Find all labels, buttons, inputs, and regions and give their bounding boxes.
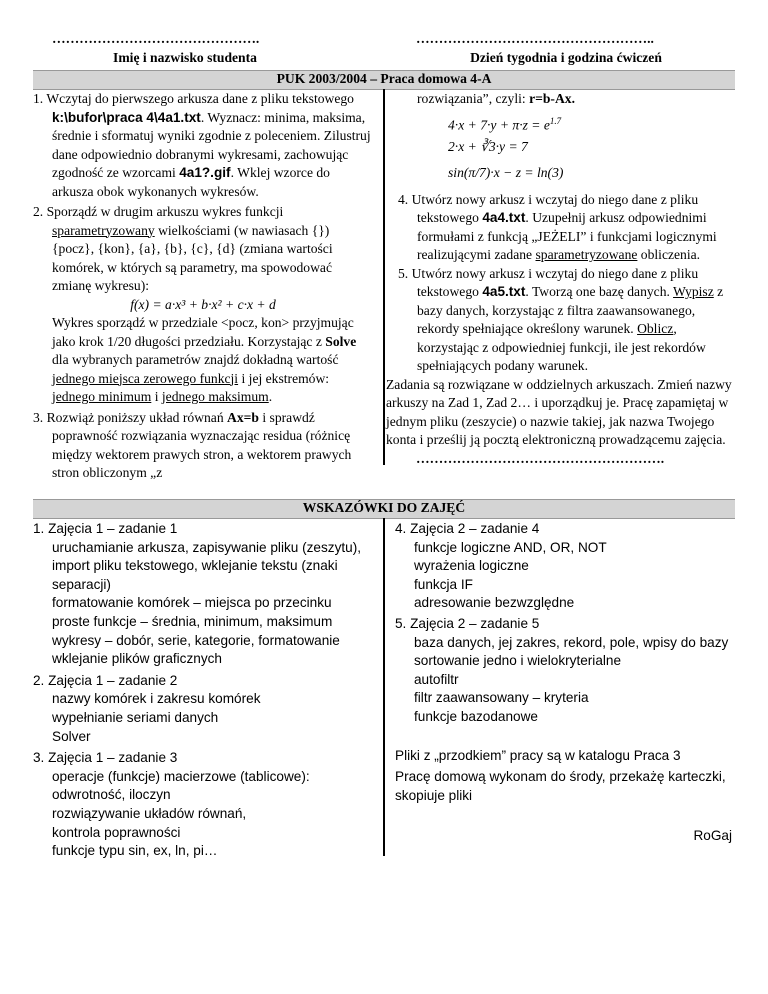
- equation-3: sin(π/7)·x − z = ln(3): [448, 164, 564, 180]
- hint-3: 3. Zajęcia 1 – zadanie 3 operacje (funkcje) macierzowe (tablicowe): odwrotność, iloczyn rozwiązywanie układów równań, kontrola poprawności funkcje typu sin, ex, ln, pi…: [33, 750, 310, 859]
- day-label: Dzień tygodnia i godzina ćwiczeń: [470, 50, 662, 65]
- note-files: Pliki z „przodkiem” pracy są w katalogu Praca 3: [395, 747, 681, 763]
- task-4: 4. Utwórz nowy arkusz i wczytaj do niego dane z pliku tekstowego 4a4.txt. Uzupełnij arkusz odpowiednimi formułami z funkcją „JEŻELI” i funkcjami logicznymi realizującymi zadane sparametryzowane obliczenia.: [398, 191, 717, 262]
- equation-1: $4\cdot x + 7\cdot y + \pi\cdot z = e^{1.7}$: [448, 115, 562, 133]
- hints-divider: [383, 518, 385, 856]
- task-3: 3. Rozwiąż poniższy układ równań Ax=b i sprawdź poprawność rozwiązania wyznaczając residua (różnicę między wektorem prawych stron, a wektorem prawych stron obliczonym „z: [33, 409, 352, 480]
- name-label: Imię i nazwisko studenta: [113, 50, 257, 65]
- hints-title: WSKAZÓWKI DO ZAJĘĆ: [302, 500, 466, 515]
- name-dots: ……………………………………….: [52, 31, 260, 46]
- hint-4: 4. Zajęcia 2 – zadanie 4 funkcje logiczne AND, OR, NOT wyrażenia logiczne funkcja IF adresowanie bezwzględne: [395, 521, 607, 611]
- hints-right: [395, 520, 735, 846]
- day-dots: ……………………………………………..: [416, 31, 654, 46]
- column-divider: [383, 89, 385, 465]
- task-2: 2. Sporządź w drugim arkuszu wykres funkcji sparametryzowany wielkościami (w nawiasach {}) {pocz}, {kon}, {a}, {b}, {c}, {d} (zmiana wartości komórek, w których są parametry, ma spowodować zmianę wykresu):: [33, 204, 333, 293]
- hint-1: 1. Zajęcia 1 – zadanie 1 uruchamianie arkusza, zapisywanie pliku (zeszytu), import pliku tekstowego, wklejanie tekstu (znaki separacji) formatowanie komórek – miejsca po przecinku proste funkcje – średnia, minimum, maksimum wykresy – dobór, serie, kategorie, formatowanie wklejanie plików graficznych: [33, 521, 362, 667]
- task-1: 1. Wczytaj do pierwszego arkusza dane z pliku tekstowego k:\bufor\praca 4\4a1.txt. Wyznacz: minima, maksima, średnie i sformatuj wyniki zgodnie z poleceniem. Zilustruj dane odpowiednio dobranymi wykresami, zachowując zgodność ze wzorcami 4a1?.gif. Wklej wzorce do arkusza obok wykonanych wykresów.: [33, 91, 371, 199]
- hints-left: [33, 520, 378, 861]
- page-title: PUK 2003/2004 – Praca domowa 4-A: [276, 71, 492, 86]
- tasks-left: [33, 90, 373, 483]
- tasks-right: [386, 90, 738, 468]
- hint-5: 5. Zajęcia 2 – zadanie 5 baza danych, jej zakres, rekord, pole, wpisy do bazy sortowanie jedno i wielokryterialne autofiltr filtr zaawansowany – kryteria funkcje bazodanowe: [395, 615, 729, 724]
- note-homework: Pracę domową wykonam do środy, przekażę karteczki, skopiuje pliki: [395, 769, 726, 803]
- final-instructions: Zadania są rozwiązane w oddzielnych arkuszach. Zmień nazwy arkuszy na Zad 1, Zad 2… i uporządkuj je. Pracę zapamiętaj w jednym pliku (zeszycie) o nazwie takiej, jak nazwa Twojego konta i prześlij ją pocztą elektroniczną prowadzącemu zajęcia.: [386, 376, 732, 447]
- final-dots: ……………………………………………….: [416, 450, 665, 466]
- task-2-cont: Wykres sporządź w przedziale <pocz, kon> przyjmując jako krok 1/20 długości przedziału. Korzystając z Solve dla wybranych parametrów znajdź dokładną wartość jednego miejsca zerowego funkcji i jej ekstremów: jednego minimum i jednego maksimum.: [52, 315, 357, 404]
- author: RoGaj: [693, 828, 732, 844]
- equation-2: 2·x + ∛3·y = 7: [448, 138, 528, 154]
- equation-system: [398, 110, 738, 184]
- task-5: 5. Utwórz nowy arkusz i wczytaj do niego dane z pliku tekstowego 4a5.txt. Tworzą one bazę danych. Wypisz z bazy danych, korzystając z filtra zaawansowanego, rekordy spełniające określony warunek. Oblicz, korzystając z odpowiedniej funkcji, ile jest rekordów spełniających podany warunek.: [398, 265, 724, 373]
- task-3-cont: rozwiązania”, czyli: r=b-Ax.: [417, 91, 575, 106]
- function-formula: f(x) = a·x³ + b·x² + c·x + d: [130, 296, 276, 312]
- hint-2: 2. Zajęcia 1 – zadanie 2 nazwy komórek i zakresu komórek wypełnianie seriami danych Solver: [33, 672, 261, 744]
